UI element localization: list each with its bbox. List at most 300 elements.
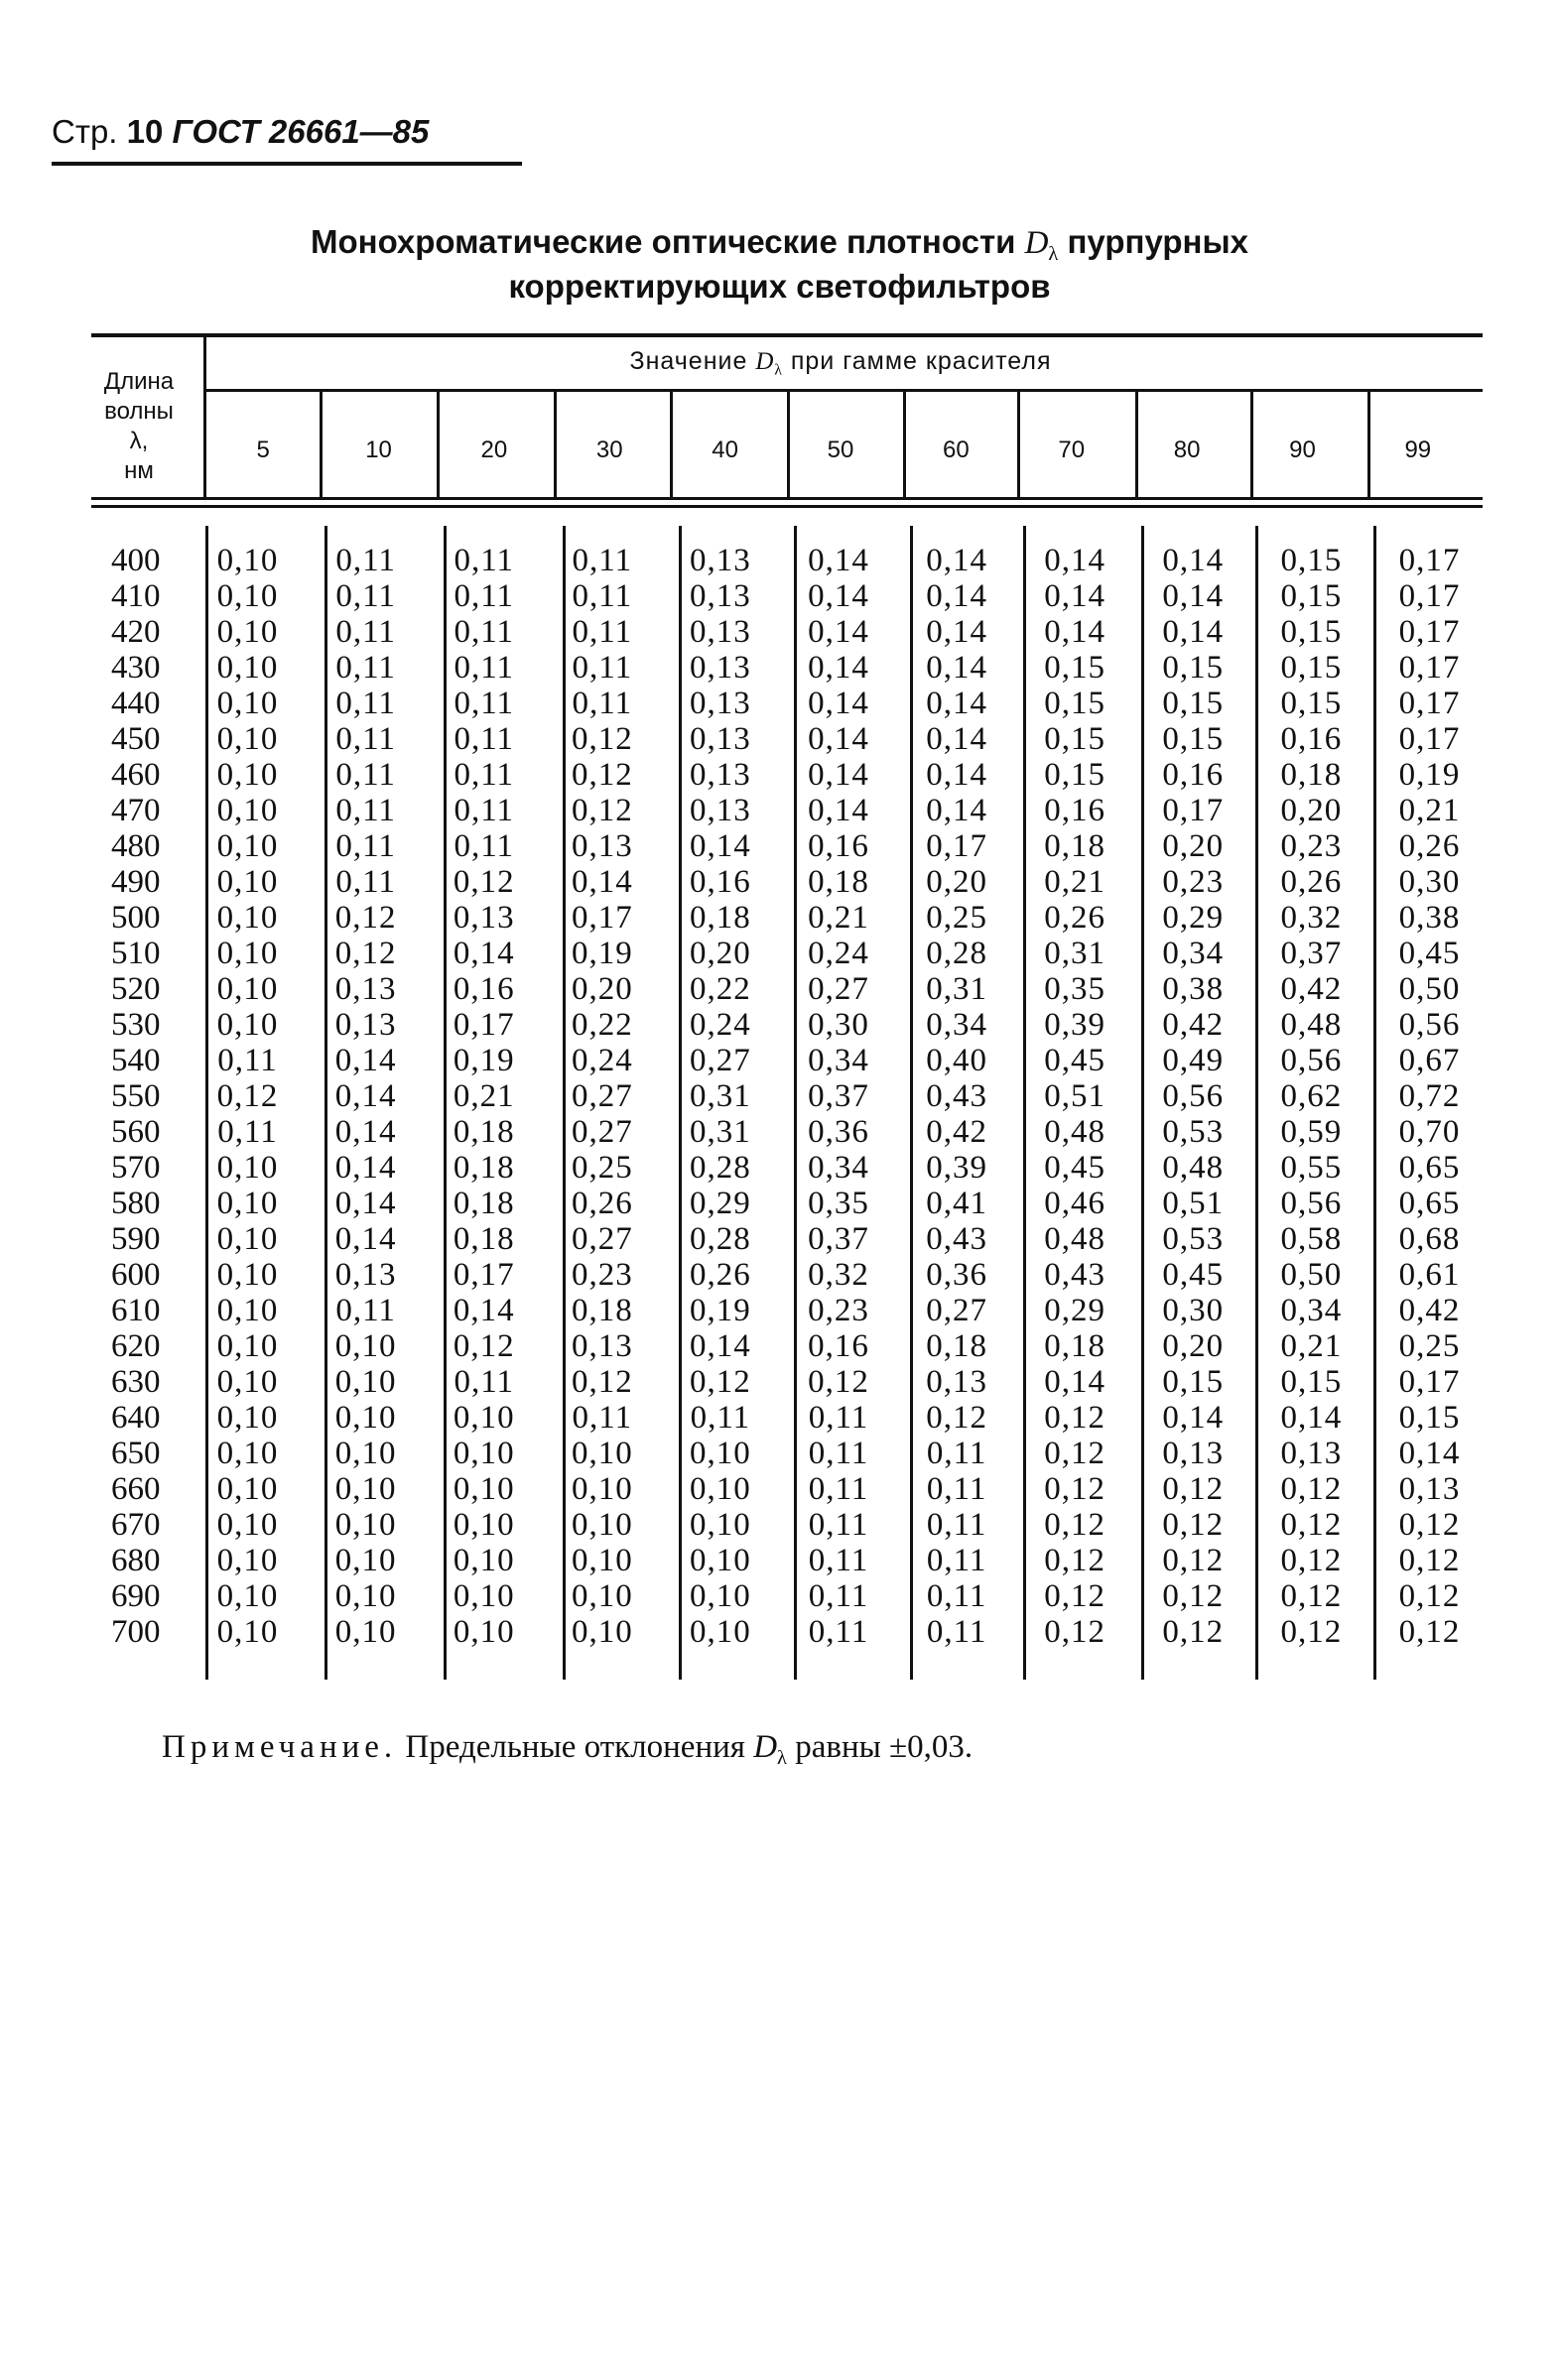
density-cell: 0,24 (690, 1007, 751, 1043)
density-cell: 0,11 (926, 1578, 987, 1614)
density-cell: 0,18 (1280, 757, 1343, 793)
density-cell: 0,10 (453, 1578, 515, 1614)
title-density-symbol: $D_\lambda$ (1024, 225, 1059, 266)
density-cell: 0,14 (1044, 1364, 1106, 1400)
density-cell: 0,14 (926, 721, 987, 757)
density-cell: 0,10 (690, 1436, 751, 1471)
density-cell: 0,45 (1044, 1150, 1106, 1186)
density-cell: 0,15 (1398, 1400, 1461, 1436)
density-cell: 0,20 (1280, 793, 1343, 828)
density-cell: 0,11 (454, 721, 514, 757)
density-cell: 0,11 (572, 578, 633, 614)
density-cell: 0,10 (453, 1400, 515, 1436)
density-cell: 0,10 (571, 1578, 633, 1614)
density-cell: 0,48 (1044, 1221, 1106, 1257)
density-cell: 0,10 (216, 864, 279, 900)
wavelength-cell: 650 (111, 1436, 161, 1471)
density-cell: 0,51 (1162, 1186, 1225, 1221)
header-gamma-cell: 5 (256, 437, 270, 463)
density-cell: 0,28 (690, 1221, 751, 1257)
density-cell: 0,12 (1280, 1578, 1343, 1614)
density-cell: 0,10 (453, 1507, 515, 1543)
density-cell: 0,13 (690, 793, 751, 828)
density-cell: 0,26 (1398, 828, 1461, 864)
density-cell: 0,10 (216, 936, 279, 971)
density-cell: 0,11 (572, 614, 633, 650)
density-cell: 0,28 (690, 1150, 751, 1186)
density-cell: 0,14 (334, 1043, 397, 1078)
note-tolerance: ±0,03. (889, 1729, 974, 1765)
density-cell: 0,14 (926, 793, 987, 828)
density-cell: 0,70 (1398, 1114, 1461, 1150)
density-cell: 0,43 (926, 1221, 987, 1257)
header-gamma-cell: 40 (712, 437, 738, 463)
density-cell: 0,10 (334, 1543, 397, 1578)
title-text-b: пурпурных (1067, 223, 1248, 260)
density-cell: 0,42 (1162, 1007, 1225, 1043)
density-cell: 0,13 (571, 1328, 633, 1364)
density-cell: 0,56 (1162, 1078, 1225, 1114)
note-text-a: Предельные отклонения (405, 1729, 745, 1765)
table-body (89, 543, 1489, 1650)
density-cell: 0,13 (690, 543, 751, 578)
header-gamma-row (205, 437, 1476, 466)
density-cell: 0,11 (572, 543, 633, 578)
density-cell: 0,15 (1162, 650, 1225, 686)
density-cell: 0,30 (808, 1007, 869, 1043)
wavelength-cell: 690 (111, 1578, 161, 1614)
density-cell: 0,59 (1280, 1114, 1343, 1150)
density-cell: 0,12 (1280, 1507, 1343, 1543)
density-cell: 0,65 (1398, 1150, 1461, 1186)
density-cell: 0,62 (1280, 1078, 1343, 1114)
density-cell: 0,12 (808, 1364, 869, 1400)
density-cell: 0,12 (1044, 1471, 1106, 1507)
density-cell: 0,17 (1398, 1364, 1461, 1400)
density-cell: 0,10 (216, 650, 279, 686)
density-cell: 0,10 (216, 1007, 279, 1043)
density-cell: 0,43 (1044, 1257, 1106, 1293)
wavelength-cell: 620 (111, 1328, 161, 1364)
density-cell: 0,11 (926, 1507, 987, 1543)
density-cell: 0,15 (1044, 686, 1106, 721)
density-cell: 0,11 (808, 1543, 869, 1578)
density-cell: 0,14 (808, 614, 869, 650)
density-cell: 0,14 (1044, 614, 1106, 650)
wavelength-cell: 580 (111, 1186, 161, 1221)
density-cell: 0,27 (808, 971, 869, 1007)
density-cell: 0,10 (334, 1507, 397, 1543)
density-cell: 0,10 (334, 1400, 397, 1436)
density-cell: 0,13 (926, 1364, 987, 1400)
density-cell: 0,61 (1398, 1257, 1461, 1293)
density-cell: 0,11 (217, 1043, 278, 1078)
density-cell: 0,11 (808, 1400, 869, 1436)
density-cell: 0,28 (926, 936, 987, 971)
density-cell: 0,45 (1044, 1043, 1106, 1078)
density-cell: 0,49 (1162, 1043, 1225, 1078)
density-cell: 0,18 (453, 1114, 515, 1150)
density-cell: 0,14 (334, 1078, 397, 1114)
density-cell: 0,15 (1280, 578, 1343, 614)
header-span-rule (205, 389, 1483, 392)
density-cell: 0,24 (808, 936, 869, 971)
wavelength-cell: 440 (111, 686, 161, 721)
density-cell: 0,13 (334, 971, 397, 1007)
density-cell: 0,10 (334, 1436, 397, 1471)
density-cell: 0,11 (454, 650, 514, 686)
density-cell: 0,14 (808, 757, 869, 793)
density-cell: 0,14 (808, 578, 869, 614)
density-cell: 0,14 (808, 686, 869, 721)
density-cell: 0,14 (334, 1114, 397, 1150)
density-cell: 0,14 (926, 578, 987, 614)
density-cell: 0,13 (334, 1257, 397, 1293)
density-cell: 0,30 (1398, 864, 1461, 900)
density-cell: 0,50 (1280, 1257, 1343, 1293)
density-cell: 0,11 (572, 650, 633, 686)
density-cell: 0,10 (453, 1436, 515, 1471)
density-cell: 0,11 (926, 1471, 987, 1507)
density-cell: 0,37 (808, 1078, 869, 1114)
density-cell: 0,48 (1280, 1007, 1343, 1043)
density-cell: 0,31 (690, 1078, 751, 1114)
density-cell: 0,14 (926, 757, 987, 793)
density-cell: 0,15 (1280, 614, 1343, 650)
density-cell: 0,17 (571, 900, 633, 936)
density-cell: 0,18 (1044, 1328, 1106, 1364)
density-cell: 0,12 (690, 1364, 751, 1400)
density-cell: 0,20 (1162, 828, 1225, 864)
density-cell: 0,34 (808, 1150, 869, 1186)
density-cell: 0,11 (335, 578, 396, 614)
density-cell: 0,31 (1044, 936, 1106, 971)
density-cell: 0,14 (334, 1186, 397, 1221)
density-cell: 0,12 (1398, 1543, 1461, 1578)
density-cell: 0,10 (453, 1471, 515, 1507)
wavelength-cell: 430 (111, 650, 161, 686)
density-cell: 0,65 (1398, 1186, 1461, 1221)
density-cell: 0,12 (1162, 1543, 1225, 1578)
density-cell: 0,10 (571, 1507, 633, 1543)
density-cell: 0,14 (690, 1328, 751, 1364)
density-cell: 0,10 (216, 1221, 279, 1257)
wavelength-cell: 450 (111, 721, 161, 757)
density-cell: 0,17 (1398, 686, 1461, 721)
table-note (162, 1729, 973, 1770)
density-cell: 0,25 (571, 1150, 633, 1186)
density-cell: 0,12 (1398, 1614, 1461, 1650)
density-cell: 0,21 (1044, 864, 1106, 900)
header-gamma-cell: 10 (365, 437, 392, 463)
density-cell: 0,21 (453, 1078, 515, 1114)
wavelength-cell: 490 (111, 864, 161, 900)
density-cell: 0,43 (926, 1078, 987, 1114)
density-cell: 0,10 (216, 543, 279, 578)
density-cell: 0,16 (453, 971, 515, 1007)
density-cell: 0,18 (1044, 828, 1106, 864)
density-cell: 0,11 (808, 1471, 869, 1507)
density-cell: 0,13 (690, 757, 751, 793)
density-cell: 0,10 (571, 1543, 633, 1578)
density-cell: 0,10 (216, 900, 279, 936)
density-cell: 0,21 (808, 900, 869, 936)
density-cell: 0,12 (571, 793, 633, 828)
density-cell: 0,12 (334, 900, 397, 936)
density-cell: 0,14 (926, 543, 987, 578)
density-cell: 0,11 (926, 1543, 987, 1578)
density-cell: 0,13 (690, 614, 751, 650)
density-cell: 0,27 (571, 1114, 633, 1150)
density-cell: 0,51 (1044, 1078, 1106, 1114)
density-cell: 0,56 (1280, 1186, 1343, 1221)
density-cell: 0,37 (1280, 936, 1343, 971)
density-cell: 0,36 (808, 1114, 869, 1150)
density-cell: 0,10 (334, 1471, 397, 1507)
density-cell: 0,42 (1280, 971, 1343, 1007)
density-cell: 0,10 (334, 1364, 397, 1400)
density-cell: 0,53 (1162, 1114, 1225, 1150)
note-text-b: равны (795, 1729, 881, 1765)
wavelength-cell: 470 (111, 793, 161, 828)
density-cell: 0,10 (216, 828, 279, 864)
density-cell: 0,32 (808, 1257, 869, 1293)
density-cell: 0,42 (1398, 1293, 1461, 1328)
density-cell: 0,35 (1044, 971, 1106, 1007)
density-cell: 0,10 (453, 1543, 515, 1578)
wavelength-cell: 460 (111, 757, 161, 793)
density-cell: 0,10 (690, 1614, 751, 1650)
density-cell: 0,16 (808, 828, 869, 864)
density-cell: 0,23 (808, 1293, 869, 1328)
density-cell: 0,13 (690, 650, 751, 686)
density-cell: 0,11 (335, 757, 396, 793)
density-cell: 0,16 (1044, 793, 1106, 828)
density-cell: 0,14 (571, 864, 633, 900)
standard-number: ГОСТ 26661—85 (172, 113, 430, 150)
density-cell: 0,14 (1162, 578, 1225, 614)
density-cell: 0,15 (1162, 721, 1225, 757)
density-cell: 0,10 (690, 1471, 751, 1507)
header-gamma-cell: 20 (480, 437, 508, 463)
density-cell: 0,17 (453, 1007, 515, 1043)
density-cell: 0,16 (808, 1328, 869, 1364)
density-cell: 0,12 (453, 864, 515, 900)
density-cell: 0,15 (1280, 543, 1343, 578)
density-cell: 0,12 (571, 721, 633, 757)
wavelength-cell: 500 (111, 900, 161, 936)
density-cell: 0,10 (690, 1578, 751, 1614)
density-cell: 0,15 (1044, 721, 1106, 757)
density-cell: 0,15 (1044, 757, 1106, 793)
density-cell: 0,17 (1398, 543, 1461, 578)
density-cell: 0,12 (1162, 1471, 1225, 1507)
density-cell: 0,12 (926, 1400, 987, 1436)
density-cell: 0,17 (1398, 650, 1461, 686)
density-cell: 0,16 (1162, 757, 1225, 793)
density-cell: 0,11 (335, 721, 396, 757)
density-cell: 0,12 (216, 1078, 279, 1114)
density-cell: 0,18 (571, 1293, 633, 1328)
density-cell: 0,27 (571, 1078, 633, 1114)
title-text-a: Монохроматические оптические плотности (311, 223, 1016, 260)
density-cell: 0,26 (1280, 864, 1343, 900)
density-cell: 0,17 (926, 828, 987, 864)
density-cell: 0,19 (690, 1293, 751, 1328)
density-cell: 0,14 (1044, 578, 1106, 614)
density-cell: 0,34 (1162, 936, 1225, 971)
density-cell: 0,39 (926, 1150, 987, 1186)
density-cell: 0,45 (1398, 936, 1461, 971)
density-cell: 0,13 (1398, 1471, 1461, 1507)
density-cell: 0,11 (926, 1614, 987, 1650)
density-cell: 0,11 (808, 1436, 869, 1471)
header-density-span: Значение $D_\lambda$ при гамме красителя (629, 347, 1052, 379)
density-cell: 0,10 (453, 1614, 515, 1650)
density-cell: 0,11 (454, 686, 514, 721)
density-cell: 0,27 (926, 1293, 987, 1328)
density-cell: 0,41 (926, 1186, 987, 1221)
wavelength-cell: 520 (111, 971, 161, 1007)
density-cell: 0,14 (1398, 1436, 1461, 1471)
note-label: Примечание. (162, 1729, 398, 1765)
wavelength-cell: 640 (111, 1400, 161, 1436)
density-cell: 0,38 (1398, 900, 1461, 936)
density-cell: 0,23 (1162, 864, 1225, 900)
density-cell: 0,11 (454, 543, 514, 578)
density-cell: 0,58 (1280, 1221, 1343, 1257)
density-cell: 0,14 (808, 721, 869, 757)
density-cell: 0,46 (1044, 1186, 1106, 1221)
density-cell: 0,26 (1044, 900, 1106, 936)
header-gamma-cell: 30 (595, 437, 623, 463)
density-cell: 0,12 (334, 936, 397, 971)
density-cell: 0,13 (1162, 1436, 1225, 1471)
density-cell: 0,10 (216, 1543, 279, 1578)
wavelength-cell: 670 (111, 1507, 161, 1543)
density-cell: 0,15 (1280, 650, 1343, 686)
density-cell: 0,11 (808, 1614, 869, 1650)
density-cell: 0,35 (808, 1186, 869, 1221)
density-cell: 0,12 (1044, 1400, 1106, 1436)
density-cell: 0,10 (216, 1507, 279, 1543)
density-cell: 0,15 (1280, 686, 1343, 721)
wavelength-cell: 560 (111, 1114, 161, 1150)
density-cell: 0,14 (1162, 543, 1225, 578)
density-cell: 0,14 (1280, 1400, 1343, 1436)
density-cell: 0,12 (571, 757, 633, 793)
density-cell: 0,11 (454, 1364, 514, 1400)
density-cell: 0,48 (1044, 1114, 1106, 1150)
density-cell: 0,10 (690, 1507, 751, 1543)
header-gamma-cell: 80 (1173, 437, 1201, 463)
density-cell: 0,22 (571, 1007, 633, 1043)
wavelength-cell: 400 (111, 543, 161, 578)
header-gamma-cell: 99 (1404, 437, 1432, 463)
density-cell: 0,10 (571, 1471, 633, 1507)
density-cell: 0,32 (1280, 900, 1343, 936)
density-cell: 0,16 (690, 864, 751, 900)
density-cell: 0,23 (1280, 828, 1343, 864)
density-cell: 0,68 (1398, 1221, 1461, 1257)
density-cell: 0,12 (1044, 1507, 1106, 1543)
density-cell: 0,11 (454, 757, 514, 793)
density-cell: 0,11 (454, 614, 514, 650)
density-cell: 0,17 (1398, 721, 1461, 757)
density-cell: 0,13 (690, 578, 751, 614)
density-cell: 0,12 (1162, 1507, 1225, 1543)
density-cell: 0,10 (334, 1614, 397, 1650)
density-cell: 0,20 (571, 971, 633, 1007)
density-cell: 0,18 (808, 864, 869, 900)
density-cell: 0,24 (571, 1043, 633, 1078)
density-cell: 0,10 (216, 1578, 279, 1614)
density-cell: 0,10 (571, 1614, 633, 1650)
density-cell: 0,29 (1162, 900, 1225, 936)
density-cell: 0,18 (690, 900, 751, 936)
density-cell: 0,13 (690, 721, 751, 757)
density-cell: 0,11 (335, 793, 396, 828)
density-cell: 0,14 (453, 1293, 515, 1328)
density-cell: 0,15 (1162, 686, 1225, 721)
density-cell: 0,19 (1398, 757, 1461, 793)
density-cell: 0,11 (335, 1293, 396, 1328)
density-cell: 0,16 (1280, 721, 1343, 757)
density-cell: 0,14 (1162, 1400, 1225, 1436)
density-cell: 0,10 (216, 578, 279, 614)
density-cell: 0,14 (453, 936, 515, 971)
density-cell: 0,10 (216, 971, 279, 1007)
density-cell: 0,34 (1280, 1293, 1343, 1328)
wavelength-cell: 700 (111, 1614, 161, 1650)
density-cell: 0,10 (216, 1400, 279, 1436)
density-cell: 0,45 (1162, 1257, 1225, 1293)
density-cell: 0,55 (1280, 1150, 1343, 1186)
density-cell: 0,12 (1162, 1614, 1225, 1650)
density-cell: 0,10 (571, 1436, 633, 1471)
density-cell: 0,10 (334, 1578, 397, 1614)
density-cell: 0,26 (571, 1186, 633, 1221)
density-cell: 0,10 (690, 1543, 751, 1578)
header-wavelength: Длина волны λ, нм (103, 368, 175, 484)
density-cell: 0,12 (1044, 1614, 1106, 1650)
density-cell: 0,34 (926, 1007, 987, 1043)
density-cell: 0,19 (453, 1043, 515, 1078)
density-cell: 0,15 (1044, 650, 1106, 686)
density-cell: 0,13 (690, 686, 751, 721)
density-cell: 0,10 (216, 757, 279, 793)
density-cell: 0,11 (335, 828, 396, 864)
density-cell: 0,14 (808, 650, 869, 686)
density-cell: 0,18 (453, 1186, 515, 1221)
density-cell: 0,10 (216, 721, 279, 757)
density-cell: 0,13 (1280, 1436, 1343, 1471)
density-cell: 0,30 (1162, 1293, 1225, 1328)
density-cell: 0,17 (453, 1257, 515, 1293)
density-cell: 0,11 (926, 1436, 987, 1471)
density-cell: 0,10 (216, 1257, 279, 1293)
density-cell: 0,12 (1044, 1436, 1106, 1471)
density-cell: 0,21 (1280, 1328, 1343, 1364)
density-cell: 0,10 (216, 1293, 279, 1328)
density-cell: 0,19 (571, 936, 633, 971)
density-cell: 0,10 (216, 1186, 279, 1221)
wavelength-cell: 570 (111, 1150, 161, 1186)
density-cell: 0,11 (335, 543, 396, 578)
density-cell: 0,21 (1398, 793, 1461, 828)
density-cell: 0,11 (572, 1400, 633, 1436)
density-cell: 0,10 (216, 686, 279, 721)
